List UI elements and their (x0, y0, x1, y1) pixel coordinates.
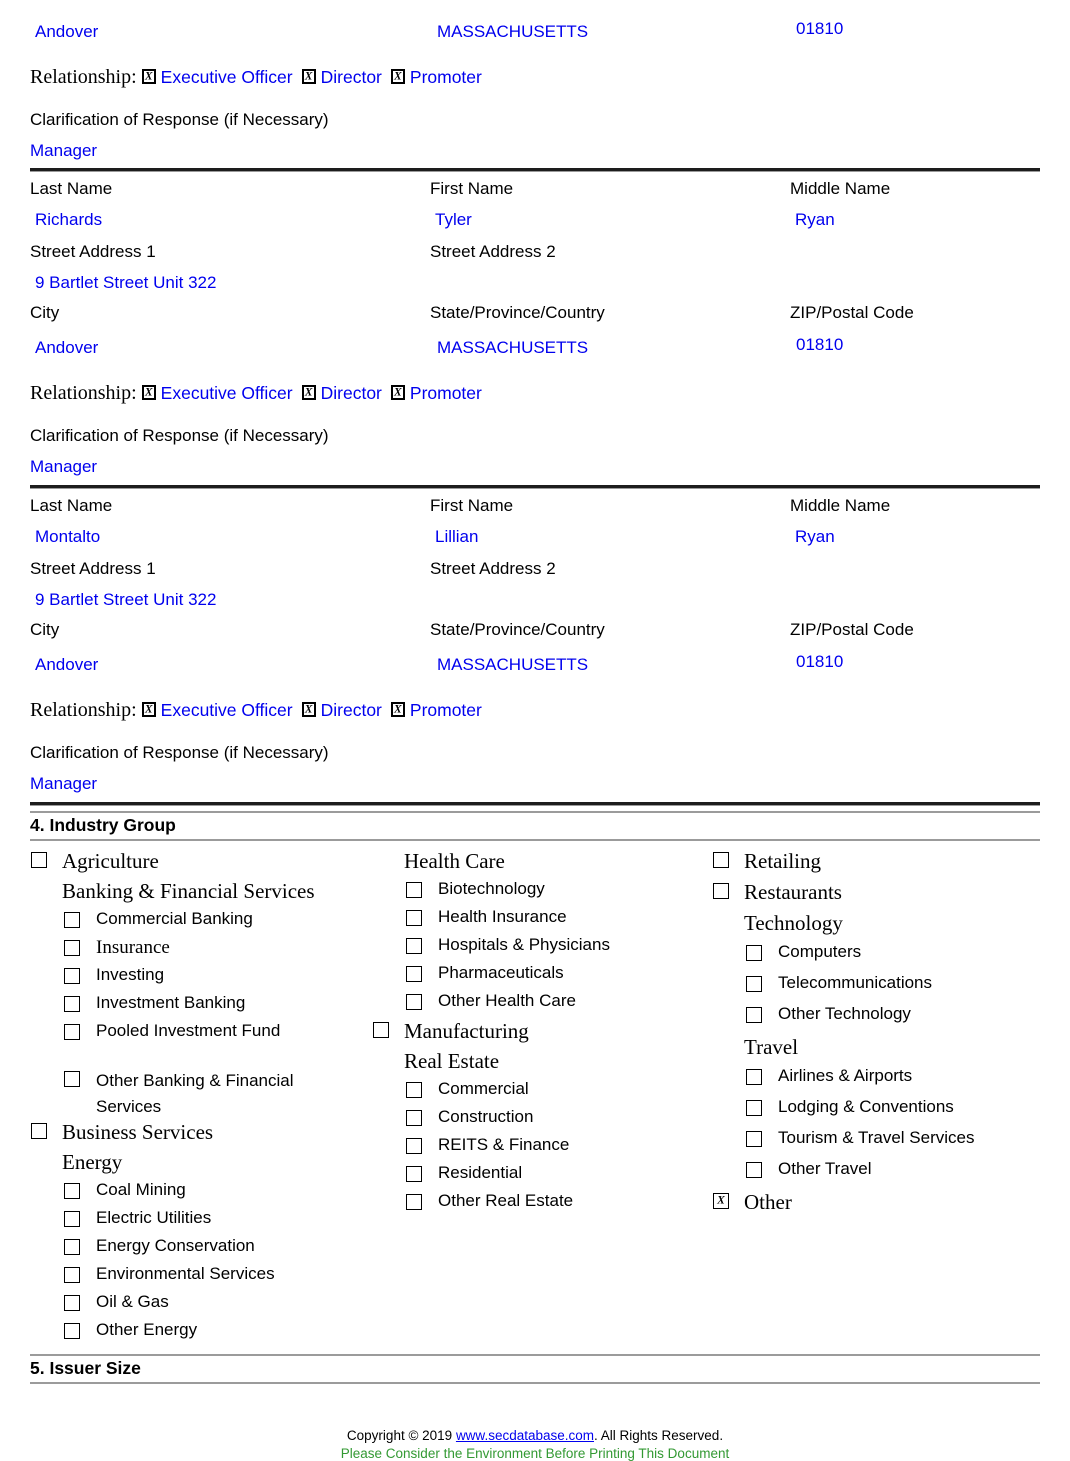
city-labels-row (30, 620, 1040, 640)
street-labels-row (30, 242, 1040, 262)
industry-item-restaurants (712, 880, 1040, 911)
industry-item-manufacturing (372, 1019, 712, 1049)
name-labels-row (30, 496, 1040, 516)
city-label: City (30, 303, 60, 322)
industry-item-business-services (30, 1120, 372, 1150)
person-block (30, 179, 1040, 489)
industry-item-label: Manufacturing (404, 1019, 529, 1043)
name-values-row (30, 527, 1040, 547)
x-mark-icon: X (144, 703, 153, 716)
checkbox-director[interactable] (302, 385, 316, 400)
checkbox-coal-mining[interactable] (64, 1183, 80, 1199)
copyright-line (30, 1428, 1040, 1443)
industry-item-coal-mining (30, 1180, 372, 1208)
checkbox-other-technology[interactable] (746, 1007, 762, 1023)
industry-group-checklist (30, 849, 1040, 1348)
industry-item-other-technology (712, 1004, 1040, 1035)
industry-item-pooled-investment-fund (30, 1021, 372, 1049)
industry-item-oil-gas (30, 1292, 372, 1320)
clarification-value: Manager (30, 457, 98, 476)
industry-item-label: Other Real Estate (438, 1191, 574, 1210)
middle-name-label: Middle Name (790, 496, 891, 515)
industry-column-2 (372, 849, 712, 1348)
industry-item-telecommunications (712, 973, 1040, 1004)
person-block (30, 496, 1040, 806)
industry-item-label: Energy (62, 1150, 123, 1174)
zip-value: 01810 (796, 335, 844, 354)
industry-item-reits-finance (372, 1135, 712, 1163)
street-labels-row (30, 559, 1040, 579)
state-value: MASSACHUSETTS (437, 655, 589, 674)
industry-item-label: Residential (438, 1163, 523, 1182)
industry-item-label: Investment Banking (96, 993, 246, 1012)
relationship-option-label: Promoter (409, 67, 482, 87)
checkbox-computers[interactable] (746, 945, 762, 961)
last-name-value: Montalto (35, 527, 101, 546)
industry-item-energy (30, 1150, 372, 1180)
first-name-label: First Name (430, 179, 514, 198)
industry-item-label: Coal Mining (96, 1180, 186, 1199)
city-label: City (30, 620, 60, 639)
checkbox-environmental-services[interactable] (64, 1267, 80, 1283)
industry-item-health-insurance (372, 907, 712, 935)
industry-item-biotechnology (372, 879, 712, 907)
zip-value: 01810 (796, 652, 844, 671)
x-mark-icon: X (394, 70, 402, 83)
industry-item-label: Health Care (404, 849, 505, 873)
checkbox-energy-conservation[interactable] (64, 1239, 80, 1255)
street-address-1-label: Street Address 1 (30, 242, 156, 261)
industry-item-label: Electric Utilities (96, 1208, 212, 1227)
section-rule (30, 839, 1040, 841)
industry-item-label: Tourism & Travel Services (778, 1128, 975, 1147)
top-city-value: Andover (35, 22, 99, 41)
industry-item-label: Health Insurance (438, 907, 567, 926)
industry-item-label: Investing (96, 965, 165, 984)
industry-item-investment-banking (30, 993, 372, 1021)
issuer-size-heading: 5. Issuer Size (30, 1358, 141, 1378)
first-name-value: Tyler (435, 210, 472, 229)
clarification-value: Manager (30, 774, 98, 793)
checkbox-investing[interactable] (64, 968, 80, 984)
industry-item-other-travel (712, 1159, 1040, 1190)
x-mark-icon: X (304, 70, 313, 83)
industry-item-insurance (30, 937, 372, 965)
relationship-option-label: Executive Officer (160, 67, 293, 87)
checkbox-reits-finance[interactable] (406, 1138, 422, 1154)
industry-item-retailing (712, 849, 1040, 880)
zip-label: ZIP/Postal Code (790, 620, 914, 639)
street-values-row (30, 273, 1040, 293)
industry-item-technology (712, 911, 1040, 942)
industry-group-heading: 4. Industry Group (30, 815, 176, 835)
industry-item-agriculture (30, 849, 372, 879)
industry-item-residential (372, 1163, 712, 1191)
industry-item-label: Technology (744, 911, 843, 935)
checkbox-retailing[interactable] (713, 852, 729, 868)
industry-item-label: REITS & Finance (438, 1135, 570, 1154)
relationship-option-label: Director (320, 67, 382, 87)
section-divider (30, 168, 1040, 172)
checkbox-tourism-travel-services[interactable] (746, 1131, 762, 1147)
x-mark-icon: X (144, 70, 153, 83)
industry-item-investing (30, 965, 372, 993)
section-divider (30, 485, 1040, 489)
last-name-label: Last Name (30, 496, 113, 515)
checkbox-oil-gas[interactable] (64, 1295, 80, 1311)
checkbox-investment-banking[interactable] (64, 996, 80, 1012)
industry-item-energy-conservation (30, 1236, 372, 1264)
relationship-label: Relationship: (30, 66, 137, 88)
checkbox-promoter[interactable] (391, 69, 405, 84)
relationship-option-label: Executive Officer (160, 700, 293, 720)
relationship-option-label: Executive Officer (160, 383, 293, 403)
industry-item-label: Telecommunications (778, 973, 933, 992)
top-state-value: MASSACHUSETTS (437, 22, 589, 41)
industry-item-label: Computers (778, 942, 862, 961)
industry-item-label: Pooled Investment Fund (96, 1021, 281, 1040)
clarification-label: Clarification of Response (if Necessary) (30, 110, 329, 129)
industry-column-1 (30, 849, 372, 1348)
name-labels-row (30, 179, 1040, 199)
last-name-label: Last Name (30, 179, 113, 198)
industry-item-label: Oil & Gas (96, 1292, 169, 1311)
industry-item-label: Construction (438, 1107, 534, 1126)
relationship-label: Relationship: (30, 382, 137, 404)
x-mark-icon: X (144, 386, 153, 399)
checkbox-agriculture[interactable] (31, 852, 47, 868)
industry-item-commercial (372, 1079, 712, 1107)
industry-item-label: Commercial Banking (96, 909, 253, 928)
checkbox-other-banking-financial-services[interactable] (64, 1071, 80, 1087)
middle-name-value: Ryan (795, 527, 835, 546)
checkbox-executive-officer[interactable] (142, 69, 156, 84)
x-mark-icon: X (394, 386, 402, 399)
industry-item-label: Agriculture (62, 849, 159, 873)
street-address-1-value: 9 Bartlet Street Unit 322 (35, 273, 217, 292)
street-values-row (30, 590, 1040, 610)
relationship-row (30, 699, 1040, 722)
industry-item-real-estate (372, 1049, 712, 1079)
copyright-prefix: Copyright © 2019 (346, 1428, 456, 1443)
eco-notice: Please Consider the Environment Before Printing This Document (340, 1446, 730, 1461)
industry-item-label: Other Travel (778, 1159, 872, 1178)
x-mark-icon: X (304, 386, 313, 399)
checkbox-manufacturing[interactable] (373, 1022, 389, 1038)
checkbox-business-services[interactable] (31, 1123, 47, 1139)
checkbox-lodging-conventions[interactable] (746, 1100, 762, 1116)
last-name-value: Richards (35, 210, 103, 229)
industry-item-construction (372, 1107, 712, 1135)
checkbox-commercial-banking[interactable] (64, 912, 80, 928)
checkbox-commercial[interactable] (406, 1082, 422, 1098)
x-mark-icon: X (304, 703, 313, 716)
secdatabase-link[interactable]: www.secdatabase.com (455, 1428, 595, 1443)
industry-item-other-health-care (372, 991, 712, 1019)
checkbox-electric-utilities[interactable] (64, 1211, 80, 1227)
industry-item-label: Environmental Services (96, 1264, 275, 1283)
industry-item-airlines-airports (712, 1066, 1040, 1097)
industry-item-label: Retailing (744, 849, 821, 873)
industry-item-pharmaceuticals (372, 963, 712, 991)
relationship-row-top (30, 66, 1040, 89)
city-labels-row (30, 303, 1040, 323)
industry-item-environmental-services (30, 1264, 372, 1292)
relationship-row (30, 382, 1040, 405)
industry-item-lodging-conventions (712, 1097, 1040, 1128)
zip-label: ZIP/Postal Code (790, 303, 914, 322)
clarification-label: Clarification of Response (if Necessary) (30, 426, 329, 445)
industry-item-label: Other Energy (96, 1320, 198, 1339)
checkbox-hospitals-physicians[interactable] (406, 938, 422, 954)
industry-item-label: Hospitals & Physicians (438, 935, 610, 954)
relationship-option-label: Director (320, 700, 382, 720)
checkbox-executive-officer[interactable] (142, 702, 156, 717)
checkbox-restaurants[interactable] (713, 883, 729, 899)
relationship-option-label: Promoter (409, 700, 482, 720)
checkbox-construction[interactable] (406, 1110, 422, 1126)
first-name-label: First Name (430, 496, 514, 515)
industry-item-label: Restaurants (744, 880, 842, 904)
clarification-value: Manager (30, 141, 98, 160)
industry-item-label: Other Banking & Financial Services (96, 1071, 294, 1116)
industry-item-other-energy (30, 1320, 372, 1348)
city-value: Andover (35, 338, 99, 357)
industry-item-label: Banking & Financial Services (62, 879, 315, 903)
name-values-row (30, 210, 1040, 230)
relationship-option-label: Promoter (409, 383, 482, 403)
state-value: MASSACHUSETTS (437, 338, 589, 357)
industry-item-label: Energy Conservation (96, 1236, 255, 1255)
checkbox-health-insurance[interactable] (406, 910, 422, 926)
checkbox-airlines-airports[interactable] (746, 1069, 762, 1085)
relationship-option-label: Director (320, 383, 382, 403)
checkbox-promoter[interactable] (391, 702, 405, 717)
street-address-1-label: Street Address 1 (30, 559, 156, 578)
industry-item-other (712, 1190, 1040, 1221)
industry-item-label: Other (744, 1190, 792, 1214)
city-values-row (30, 652, 1040, 675)
checkbox-other-health-care[interactable] (406, 994, 422, 1010)
industry-item-label: Other Technology (778, 1004, 911, 1023)
industry-item-hospitals-physicians (372, 935, 712, 963)
street-address-1-value: 9 Bartlet Street Unit 322 (35, 590, 217, 609)
city-value: Andover (35, 655, 99, 674)
industry-item-travel (712, 1035, 1040, 1066)
industry-item-electric-utilities (30, 1208, 372, 1236)
x-mark-icon: X (394, 703, 402, 716)
industry-item-health-care (372, 849, 712, 879)
checkbox-telecommunications[interactable] (746, 976, 762, 992)
top-zip-value: 01810 (796, 19, 844, 38)
checkbox-residential[interactable] (406, 1166, 422, 1182)
street-address-2-label: Street Address 2 (430, 242, 556, 261)
middle-name-value: Ryan (795, 210, 835, 229)
checkbox-pooled-investment-fund[interactable] (64, 1024, 80, 1040)
industry-item-label: Airlines & Airports (778, 1066, 913, 1085)
street-address-2-label: Street Address 2 (430, 559, 556, 578)
industry-item-label: Biotechnology (438, 879, 545, 898)
top-city-state-zip-values-row (30, 0, 1040, 42)
checkbox-other-travel[interactable] (746, 1162, 762, 1178)
page-footer (30, 1428, 1040, 1461)
checkbox-other[interactable] (713, 1193, 729, 1209)
copyright-suffix: . All Rights Reserved. (594, 1428, 724, 1443)
industry-item-label: Business Services (62, 1120, 214, 1144)
state-label: State/Province/Country (430, 620, 605, 639)
checkbox-director[interactable] (302, 702, 316, 717)
industry-item-tourism-travel-services (712, 1128, 1040, 1159)
checkbox-other-energy[interactable] (64, 1323, 80, 1339)
checkbox-other-real-estate[interactable] (406, 1194, 422, 1210)
middle-name-label: Middle Name (790, 179, 891, 198)
x-mark-icon: X (717, 1194, 725, 1207)
clarification-label: Clarification of Response (if Necessary) (30, 743, 329, 762)
industry-item-label: Travel (744, 1035, 799, 1059)
checkbox-executive-officer[interactable] (142, 385, 156, 400)
industry-item-commercial-banking (30, 909, 372, 937)
checkbox-director[interactable] (302, 69, 316, 84)
industry-item-other-real-estate (372, 1191, 712, 1219)
checkbox-biotechnology[interactable] (406, 882, 422, 898)
industry-column-3 (712, 849, 1040, 1348)
checkbox-pharmaceuticals[interactable] (406, 966, 422, 982)
industry-item-label: Real Estate (404, 1049, 500, 1073)
industry-item-label: Other Health Care (438, 991, 576, 1010)
section-rule (30, 1382, 1040, 1384)
industry-item-other-banking-financial-services (30, 1068, 372, 1120)
industry-item-label: Commercial (438, 1079, 529, 1098)
industry-item-banking-financial-services (30, 879, 372, 909)
first-name-value: Lillian (435, 527, 479, 546)
state-label: State/Province/Country (430, 303, 605, 322)
section-divider (30, 802, 1040, 806)
relationship-label: Relationship: (30, 699, 137, 721)
industry-item-label: Pharmaceuticals (438, 963, 564, 982)
city-values-row (30, 335, 1040, 358)
industry-item-label: Insurance (96, 937, 170, 958)
checkbox-promoter[interactable] (391, 385, 405, 400)
industry-item-label: Lodging & Conventions (778, 1097, 954, 1116)
industry-item-computers (712, 942, 1040, 973)
checkbox-insurance[interactable] (64, 940, 80, 956)
